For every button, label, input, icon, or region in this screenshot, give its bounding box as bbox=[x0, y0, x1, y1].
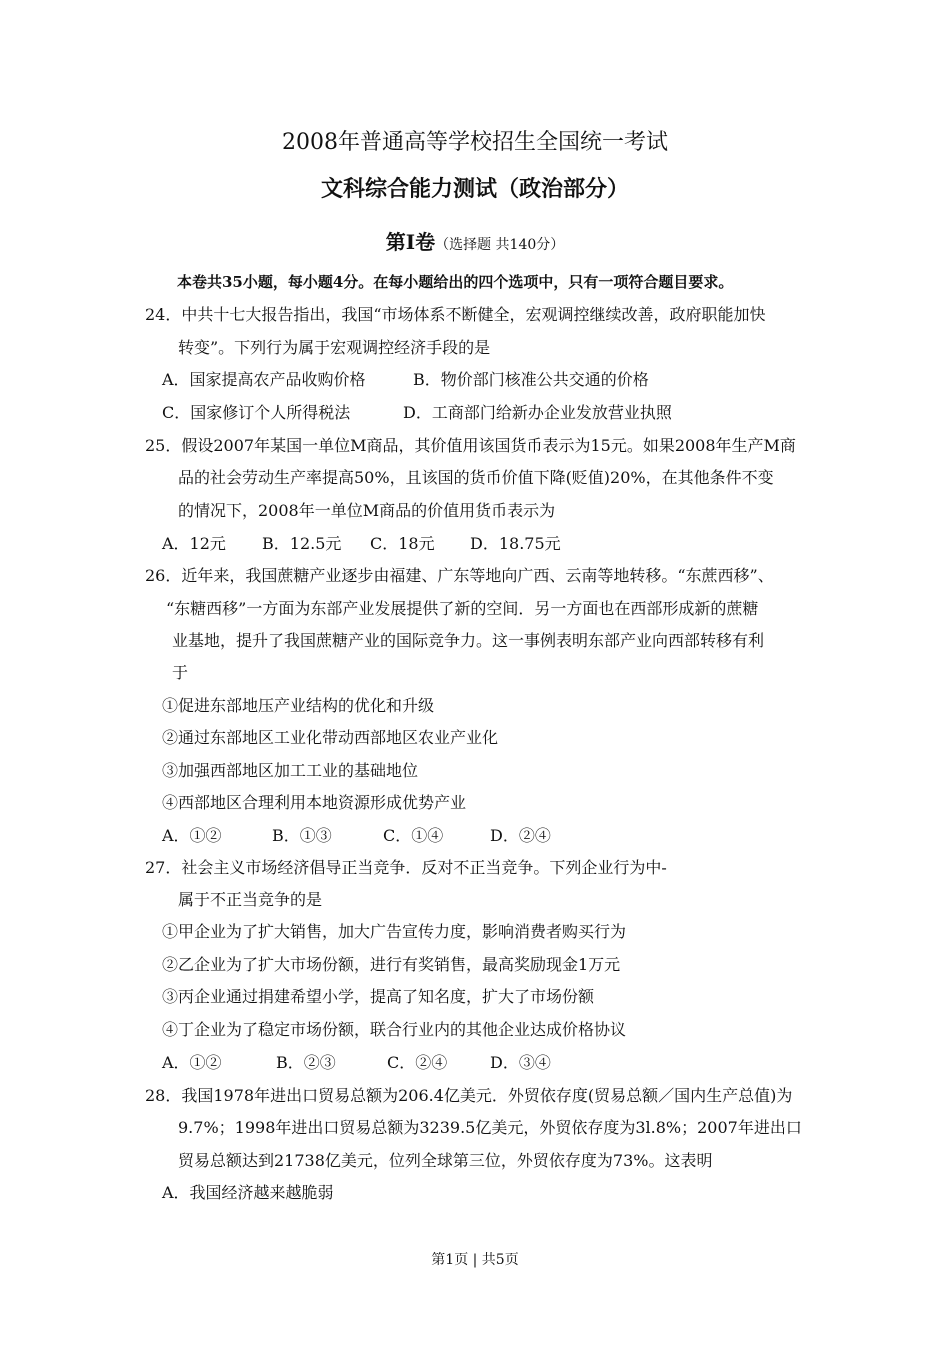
option-d: D．18.75元 bbox=[470, 534, 561, 553]
question-text: 28．我国1978年进出口贸易总额为206.4亿美元．外贸依存度(贸易总额／国内生产总值)为 bbox=[145, 1086, 793, 1105]
option-d: D．②④ bbox=[490, 826, 551, 845]
option-d: D．工商部门给新办企业发放营业执照 bbox=[403, 403, 672, 422]
option-b: B．物价部门核准公共交通的价格 bbox=[413, 370, 649, 389]
section-main: 第I卷 bbox=[385, 230, 436, 254]
question-text: 26．近年来，我国蔗糖产业逐步由福建、广东等地向广西、云南等地转移。“东蔗西移”、 bbox=[145, 566, 774, 585]
option-c: C．18元 bbox=[370, 534, 435, 553]
option-c: C．①④ bbox=[383, 826, 444, 845]
statement-4: ④西部地区合理利用本地资源形成优势产业 bbox=[162, 793, 467, 812]
section-note: （选择题 共140分） bbox=[435, 237, 565, 253]
question-text: 27．社会主义市场经济倡导正当竞争．反对不正当竞争。下列企业行为中- bbox=[145, 858, 667, 877]
question-text: 9.7%；1998年进出口贸易总额为3239.5亿美元，外贸依存度为3l.8%；2007年进出口 bbox=[178, 1118, 802, 1137]
option-c: C．②④ bbox=[387, 1053, 448, 1072]
instruction-text: 本卷共35小题，每小题4分。在每小题给出的四个选项中，只有一项符合题目要求。 bbox=[177, 273, 734, 291]
page-number: 第1页 | 共5页 bbox=[431, 1252, 519, 1268]
option-a: A．①② bbox=[162, 1053, 222, 1072]
question-text: 于 bbox=[172, 663, 189, 682]
statement-2: ②通过东部地区工业化带动西部地区农业产业化 bbox=[162, 728, 499, 747]
option-a: A．我国经济越来越脆弱 bbox=[162, 1183, 334, 1202]
option-b: B．①③ bbox=[272, 826, 332, 845]
option-a: A．国家提高农产品收购价格 bbox=[162, 370, 366, 389]
statement-3: ③加强西部地区加工工业的基础地位 bbox=[162, 761, 419, 780]
question-text: 属于不正当竞争的是 bbox=[178, 890, 323, 909]
question-text: 25．假设2007年某国一单位M商品，其价值用该国货币表示为15元。如果2008年生产M商 bbox=[145, 436, 796, 455]
statement-2: ②乙企业为了扩大市场份额，进行有奖销售，最高奖励现金1万元 bbox=[162, 955, 621, 974]
option-b: B．12.5元 bbox=[262, 534, 342, 553]
question-text: 业基地，提升了我国蔗糖产业的国际竞争力。这一事例表明东部产业向西部转移有利 bbox=[172, 631, 765, 650]
exam-subtitle: 文科综合能力测试（政治部分） bbox=[320, 176, 629, 202]
statement-1: ①促进东部地压产业结构的优化和升级 bbox=[162, 696, 435, 715]
question-text: 转变”。下列行为属于宏观调控经济手段的是 bbox=[178, 338, 491, 357]
option-c: C．国家修订个人所得税法 bbox=[162, 403, 351, 422]
question-text: 贸易总额达到21738亿美元，位列全球第三位，外贸依存度为73%。这表明 bbox=[178, 1151, 713, 1170]
statement-4: ④丁企业为了稳定市场份额，联合行业内的其他企业达成价格协议 bbox=[162, 1020, 627, 1039]
question-text: 品的社会劳动生产率提高50%，且该国的货币价值下降(贬值)20%，在其他条件不变 bbox=[178, 468, 774, 487]
option-b: B．②③ bbox=[276, 1053, 336, 1072]
question-text: “东糖西移”一方面为东部产业发展提供了新的空间．另一方面也在西部形成新的蔗糖 bbox=[166, 599, 759, 618]
question-text: 24．中共十七大报告指出，我国“市场体系不断健全，宏观调控继续改善，政府职能加快 bbox=[145, 305, 766, 324]
question-text: 的情况下，2008年一单位M商品的价值用货币表示为 bbox=[178, 501, 556, 520]
option-a: A．①② bbox=[162, 826, 222, 845]
statement-3: ③丙企业通过捐建希望小学，提高了知名度，扩大了市场份额 bbox=[162, 987, 595, 1006]
option-a: A．12元 bbox=[162, 534, 226, 553]
section-heading bbox=[0, 229, 950, 258]
option-d: D．③④ bbox=[490, 1053, 551, 1072]
exam-title: 2008年普通高等学校招生全国统一考试 bbox=[282, 130, 668, 155]
statement-1: ①甲企业为了扩大销售，加大广告宣传力度，影响消费者购买行为 bbox=[162, 922, 627, 941]
